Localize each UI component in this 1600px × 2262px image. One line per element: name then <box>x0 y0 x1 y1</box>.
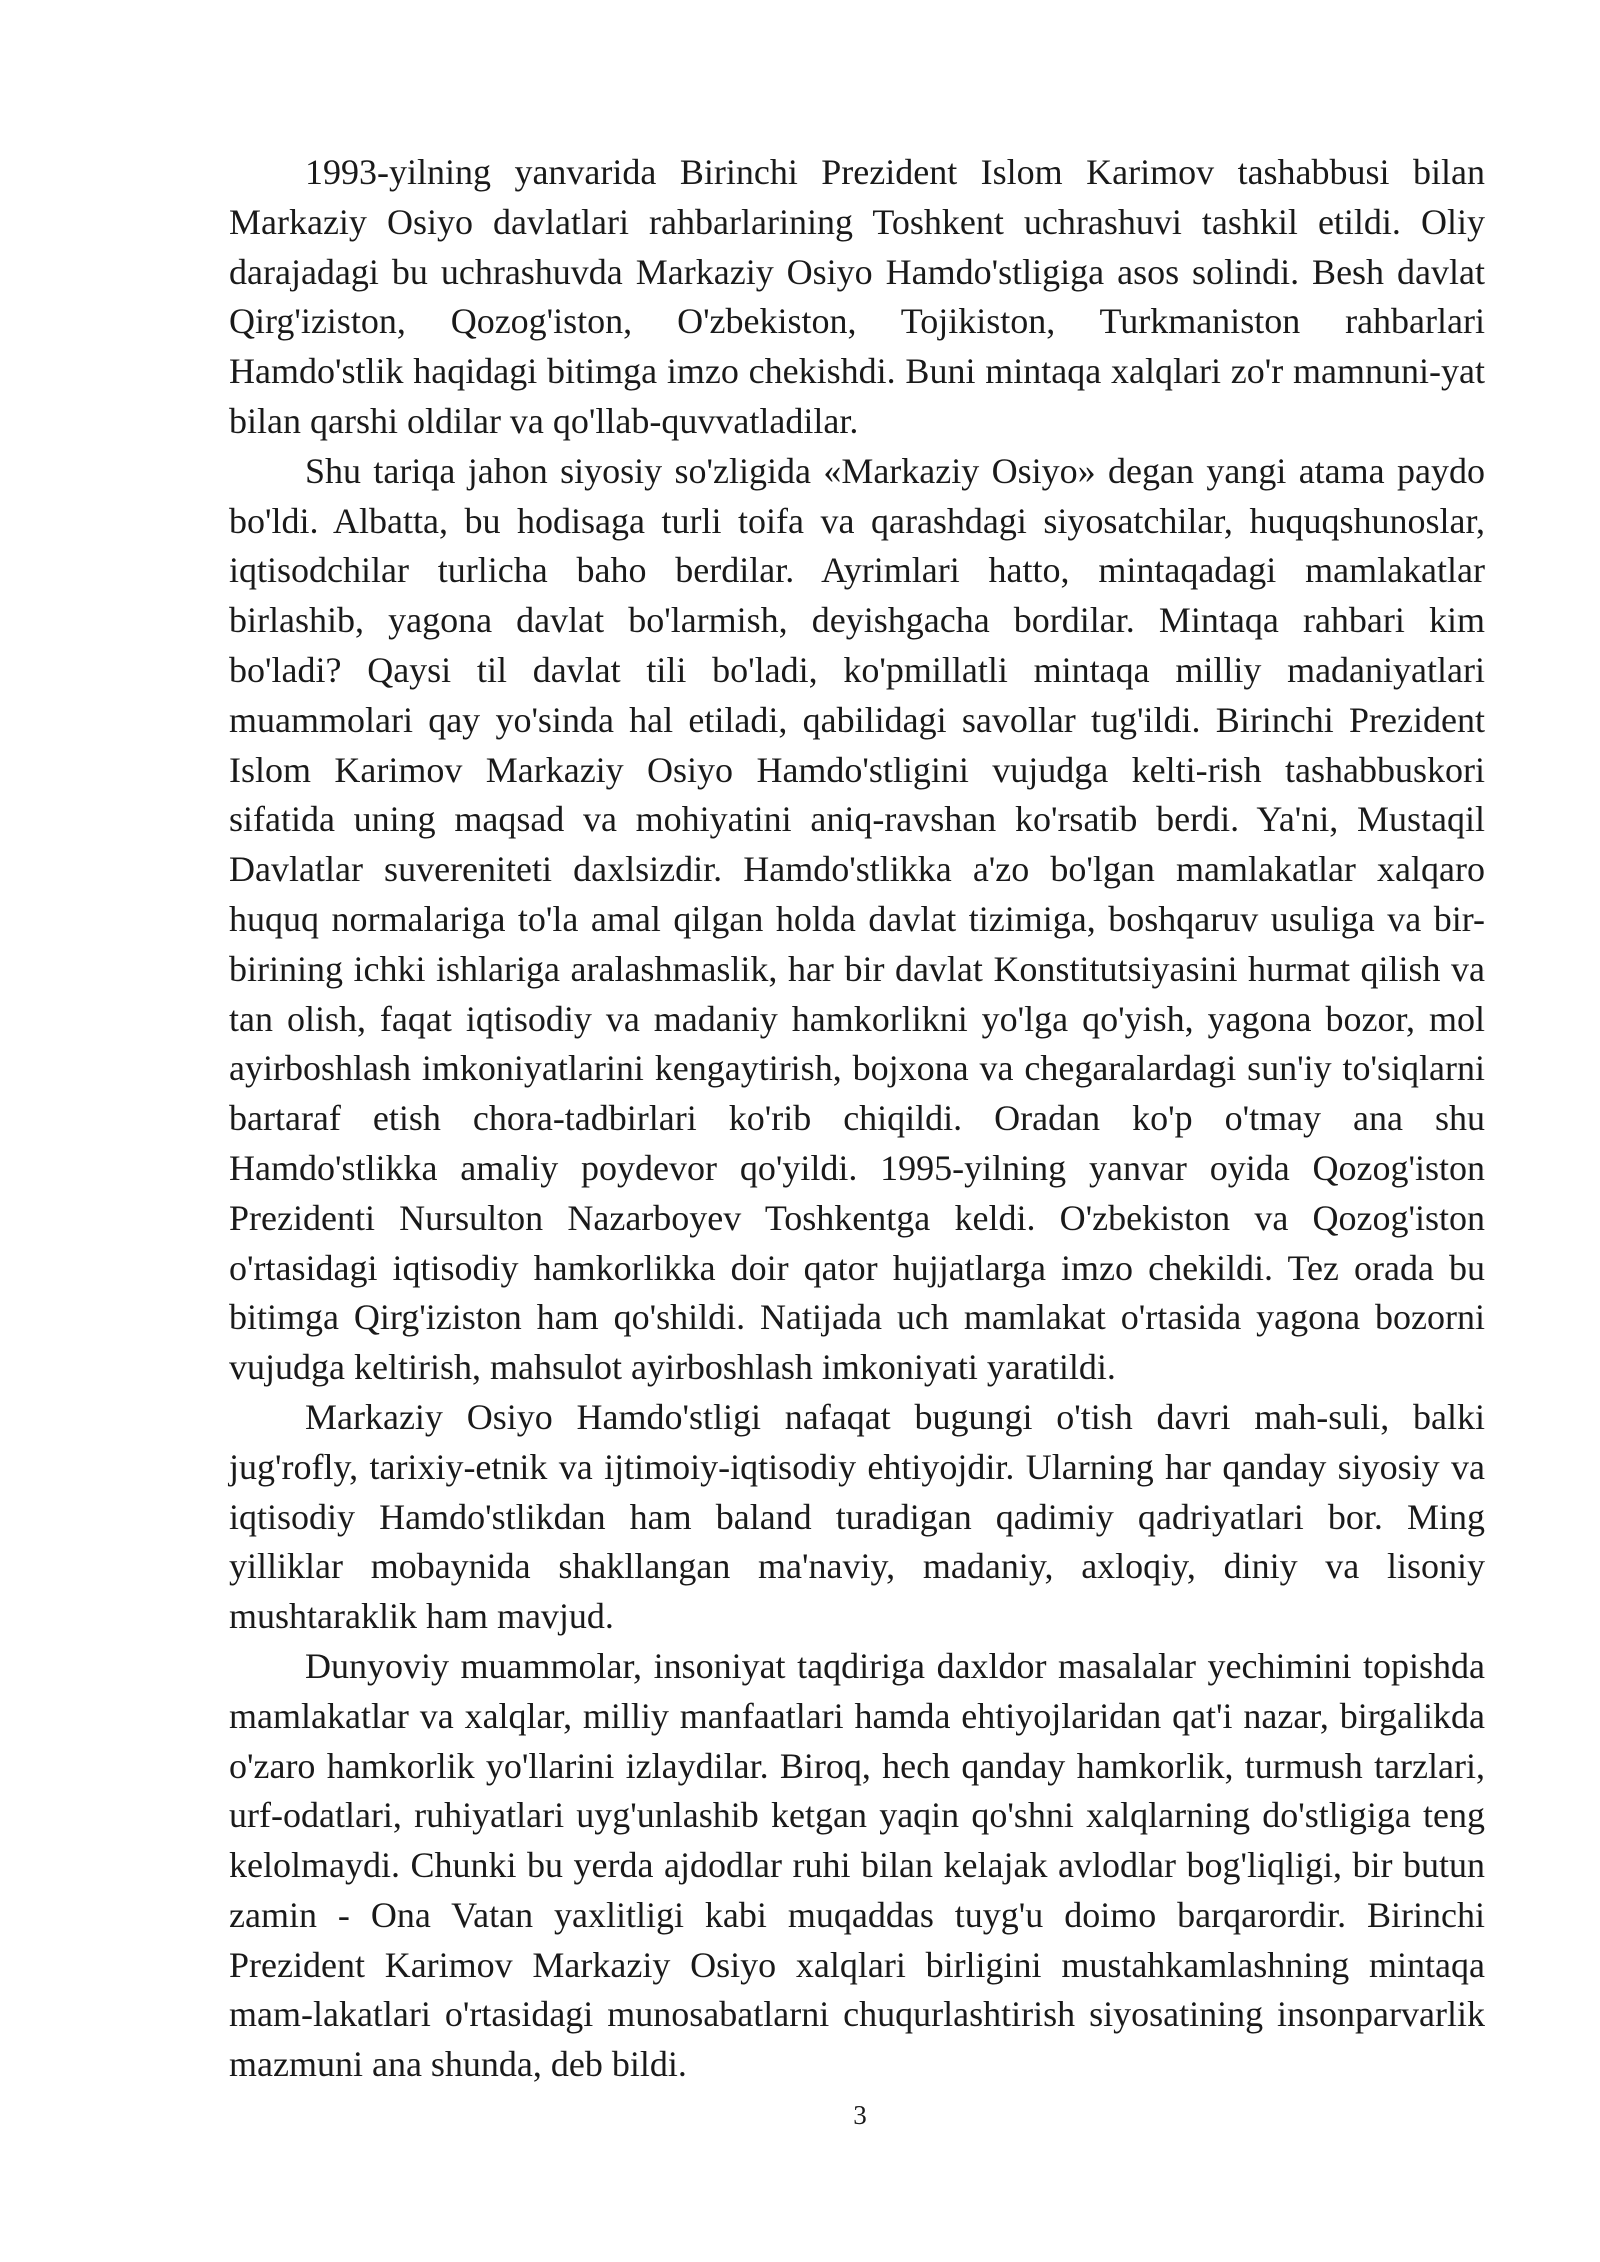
paragraph-4: Dunyoviy muammolar, insoniyat taqdiriga daxldor masalalar yechimini topishda mamlakatlar va xalqlar, milliy manfaatlari hamda ehtiyojlaridan qat'i nazar, birgalikda o'zaro hamkorlik yo'llarini izlaydilar. Biroq, hech qanday hamkorlik, turmush tarzlari, urf-odatlari, ruhiyatlari uyg'unlashib ketgan yaqin qo'shni xalqlarning do'stligiga teng kelolmaydi. Chunki bu yerda ajdodlar ruhi bilan kelajak avlodlar bog'liqligi, bir butun zamin - Ona Vatan yaxlitligi kabi muqaddas tuyg'u doimo barqarordir. Birinchi Prezident Karimov Markaziy Osiyo xalqlari birligini mustahkamlashning mintaqa mam-lakatlari o'rtasidagi munosabatlarni chuqurlashtirish siyosatining insonparvarlik mazmuni ana shunda, deb bildi. <box>229 1645 1485 2085</box>
paragraph-1: 1993-yilning yanvarida Birinchi Prezident Islom Karimov tashabbusi bilan Markaziy Osiyo davlatlari rahbarlarining Toshkent uchrashuvi tashkil etildi. Oliy darajadagi bu uchrashuvda Markaziy Osiyo Hamdo'stligiga asos solindi. Besh davlat Qirg'iziston, Qozog'iston, O'zbekiston, Tojikiston, Turkmaniston rahbarlari Hamdo'stlik haqidagi bitimga imzo chekishdi. Buni mintaqa xalqlari zo'r mamnuni-yat bilan qarshi oldilar va qo'llab-quvvatladilar. <box>229 152 1485 441</box>
paragraph-3: Markaziy Osiyo Hamdo'stligi nafaqat bugungi o'tish davri mah-suli, balki jug'rofly, tarixiy-etnik va ijtimoiy-iqtisodiy ehtiyojdir. Ularning har qanday siyosiy va iqtisodiy Hamdo'stlikdan ham baland turadigan qadimiy qadriyatlari bor. Ming yilliklar mobaynida shakllangan ma'naviy, madaniy, axloqiy, diniy va lisoniy mushtaraklik ham mavjud. <box>229 1396 1485 1637</box>
page-number: 3 <box>853 2100 867 2130</box>
document-body <box>229 148 1485 2090</box>
paragraph-2: Shu tariqa jahon siyosiy so'zligida «Markaziy Osiyo» degan yangi atama paydo bo'ldi. Albatta, bu hodisaga turli toifa va qarashdagi siyosatchilar, huquqshunoslar, iqtisodchilar turlicha baho berdilar. Ayrimlari hatto, mintaqadagi mamlakatlar birlashib, yagona davlat bo'larmish, deyishgacha bordilar. Mintaqa rahbari kim bo'ladi? Qaysi til davlat tili bo'ladi, ko'pmillatli mintaqa milliy madaniyatlari muammolari qay yo'sinda hal etiladi, qabilidagi savollar tug'ildi. Birinchi Prezident Islom Karimov Markaziy Osiyo Hamdo'stligini vujudga kelti-rish tashabbuskori sifatida uning maqsad va mohiyatini aniq-ravshan ko'rsatib berdi. Ya'ni, Mustaqil Davlatlar suvereniteti daxlsizdir. Hamdo'stlikka a'zo bo'lgan mamlakatlar xalqaro huquq normalariga to'la amal qilgan holda davlat tizimiga, boshqaruv usuliga va bir-birining ichki ishlariga aralashmaslik, har bir davlat Konstitutsiyasini hurmat qilish va tan olish, faqat iqtisodiy va madaniy hamkorlikni yo'lga qo'yish, yagona bozor, mol ayirboshlash imkoniyatlarini kengaytirish, bojxona va chegaralardagi sun'iy to'siqlarni bartaraf etish chora-tadbirlari ko'rib chiqildi. Oradan ko'p o'tmay ana shu Hamdo'stlikka amaliy poydevor qo'yildi. 1995-yilning yanvar oyida Qozog'iston Prezidenti Nursulton Nazarboyev Toshkentga keldi. O'zbekiston va Qozog'iston o'rtasidagi iqtisodiy hamkorlikka doir qator hujjatlarga imzo chekildi. Tez orada bu bitimga Qirg'iziston ham qo'shildi. Natijada uch mamlakat o'rtasida yagona bozorni vujudga keltirish, mahsulot ayirboshlash imkoniyati yaratildi. <box>229 450 1485 1388</box>
